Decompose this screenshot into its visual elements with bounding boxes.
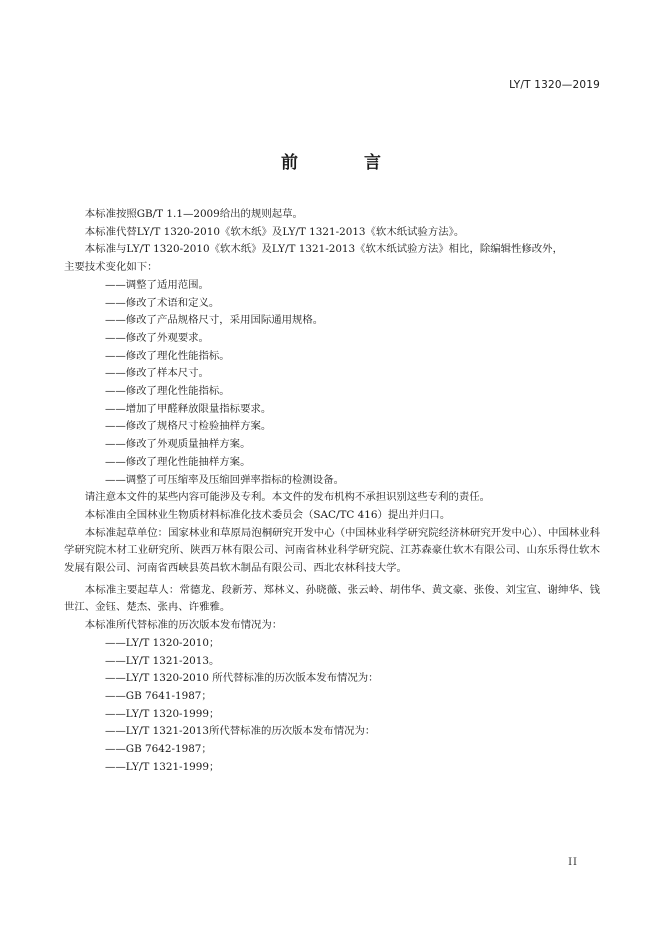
document-body	[64, 206, 600, 777]
list-item: ——修改了产品规格尺寸，采用国际通用规格。	[105, 314, 324, 327]
paragraph-patent-notice: 请注意本文件的某些内容可能涉及专利。本文件的发布机构不承担识别这些专利的责任。	[84, 491, 491, 504]
paragraph-replaces: 本标准代替LY/T 1320-2010《软木纸》及LY/T 1321-2013《软木纸试验方法》。	[84, 225, 465, 238]
paragraph-drafting-rules: 本标准按照GB/T 1.1—2009给出的规则起草。	[84, 208, 303, 220]
standard-code: LY/T 1320—2019	[509, 79, 600, 91]
list-item: ——LY/T 1321-2013。	[105, 654, 220, 667]
list-item: ——LY/T 1320-2010 所代替标准的历次版本发布情况为：	[105, 672, 379, 685]
list-item: ——修改了理化性能指标。	[105, 349, 230, 362]
list-item: ——修改了理化性能抽样方案。	[105, 455, 251, 468]
paragraph-changes-intro: 主要技术变化如下：	[64, 261, 158, 274]
list-item: ——增加了甲醛释放限量指标要求。	[105, 402, 272, 415]
list-item: ——调整了适用范围。	[105, 278, 209, 291]
list-item: ——修改了外观质量抽样方案。	[105, 438, 251, 451]
list-item: ——LY/T 1320-1999；	[105, 707, 220, 720]
list-item: ——LY/T 1321-2013所代替标准的历次版本发布情况为：	[105, 725, 376, 738]
list-item: ——修改了理化性能指标。	[105, 385, 230, 398]
list-item: ——GB 7642-1987；	[105, 743, 212, 756]
changes-list	[64, 277, 600, 489]
paragraph-proposer: 本标准由全国林业生物质材料标准化技术委员会（SAC/TC 416）提出并归口。	[84, 508, 451, 521]
list-item: ——调整了可压缩率及压缩回弹率指标的检测设备。	[105, 473, 344, 486]
list-item: ——修改了样本尺寸。	[105, 367, 209, 380]
page-number: II	[568, 857, 578, 868]
list-item: ——修改了外观要求。	[105, 331, 209, 344]
paragraph-history-intro: 本标准所代替标准的历次版本发布情况为：	[84, 619, 283, 632]
paragraph-comparison: 本标准与LY/T 1320-2010《软木纸》及LY/T 1321-2013《软木纸试验方法》相比，除编辑性修改外，	[84, 243, 563, 256]
list-item: ——LY/T 1320-2010；	[105, 636, 220, 649]
paragraph-drafting-units: 本标准起草单位：国家林业和草原局泡桐研究开发中心（中国林业科学研究院经济林研究开发中心）、中国林业科学研究院木材工业研究所、陕西万林有限公司、河南省林业科学研究院、江苏森豪仕软木有限公司、山东乐得仕软木发展有限公司、河南省西峡县英昌软木制品有限公司、西北农林科技大学。	[64, 526, 600, 575]
paragraph-drafters: 本标准主要起草人：常德龙、段新芳、郑林义、孙晓薇、张云岭、胡伟华、黄文豪、张俊、刘宝宣、谢绅华、钱世江、金钰、楚杰、张冉、许雅雅。	[64, 583, 600, 614]
list-item: ——GB 7641-1987；	[105, 689, 212, 702]
history-list	[64, 635, 600, 777]
list-item: ——修改了术语和定义。	[105, 296, 220, 309]
list-item: ——LY/T 1321-1999；	[105, 760, 220, 773]
list-item: ——修改了规格尺寸检验抽样方案。	[105, 420, 272, 433]
page-title: 前 言	[281, 153, 411, 173]
